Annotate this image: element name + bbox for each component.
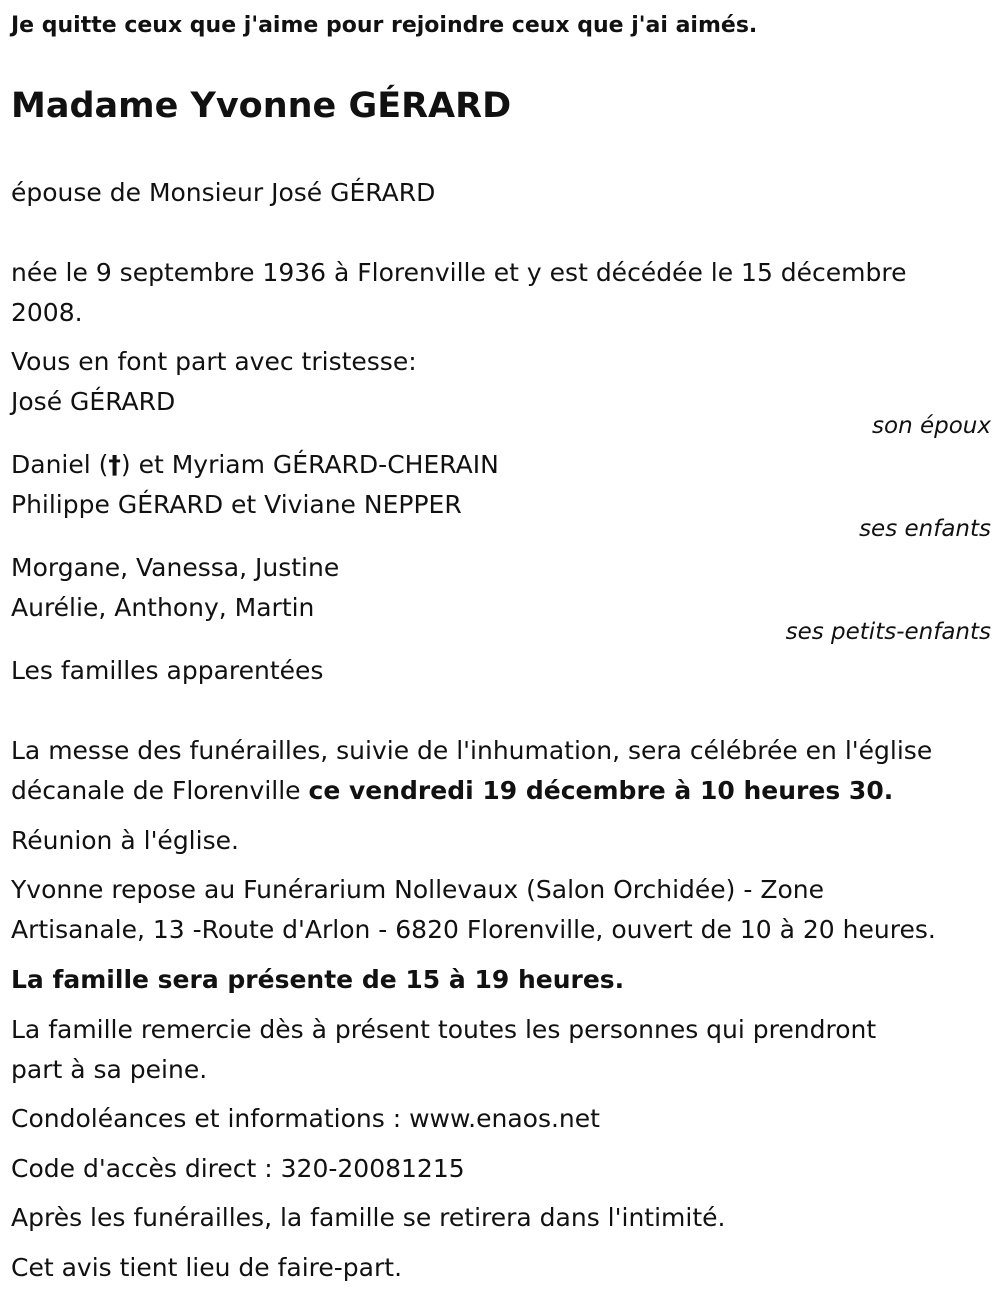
meeting-line: Réunion à l'église. (11, 826, 239, 855)
grandchildren-line-1: Morgane, Vanessa, Justine (11, 553, 340, 582)
condolences-line: Condoléances et informations : www.enaos.net (11, 1104, 600, 1133)
relatives-line: Les familles apparentées (11, 656, 324, 685)
family-present-line: La famille sera présente de 15 à 19 heures. (11, 965, 625, 994)
grandchildren-role: ses petits-enfants (785, 619, 991, 645)
grandchildren-line-2: Aurélie, Anthony, Martin (11, 593, 315, 622)
mass-line-1: La messe des funérailles, suivie de l'inhumation, sera célébrée en l'église (11, 736, 933, 765)
announce-intro: Vous en font part avec tristesse: (11, 347, 417, 376)
birth-death-line-1: née le 9 septembre 1936 à Florenville et y est décédée le 15 décembre (11, 258, 907, 287)
deceased-name: Madame Yvonne GÉRARD (11, 86, 512, 126)
rest-line-2: Artisanale, 13 -Route d'Arlon - 6820 Florenville, ouvert de 10 à 20 heures. (11, 915, 936, 944)
epigraph-quote: Je quitte ceux que j'aime pour rejoindre ceux que j'ai aimés. (11, 13, 758, 38)
cross-icon: † (108, 450, 121, 479)
child-line-2: Philippe GÉRARD et Viviane NEPPER (11, 490, 462, 519)
child1-name-start: Daniel ( (11, 450, 109, 479)
access-code-line: Code d'accès direct : 320-20081215 (11, 1154, 465, 1183)
notice-line: Cet avis tient lieu de faire-part. (11, 1253, 403, 1282)
thanks-line-1: La famille remercie dès à présent toutes les personnes qui prendront (11, 1015, 877, 1044)
rest-line-1: Yvonne repose au Funérarium Nollevaux (Salon Orchidée) - Zone (11, 875, 825, 904)
spouse-role: son époux (872, 413, 991, 439)
mass-line-2 (11, 776, 893, 806)
thanks-line-2: part à sa peine. (11, 1055, 208, 1084)
children-role: ses enfants (859, 516, 991, 542)
birth-death-line-2: 2008. (11, 298, 83, 327)
child-line-1 (11, 450, 499, 480)
child1-name-end: ) et Myriam GÉRARD-CHERAIN (120, 450, 499, 479)
mass-datetime: ce vendredi 19 décembre à 10 heures 30. (308, 776, 894, 805)
intimacy-line: Après les funérailles, la famille se retirera dans l'intimité. (11, 1203, 726, 1232)
mass-location: décanale de Florenville (11, 776, 309, 805)
spouse-line: épouse de Monsieur José GÉRARD (11, 178, 436, 207)
spouse-name: José GÉRARD (11, 387, 176, 416)
